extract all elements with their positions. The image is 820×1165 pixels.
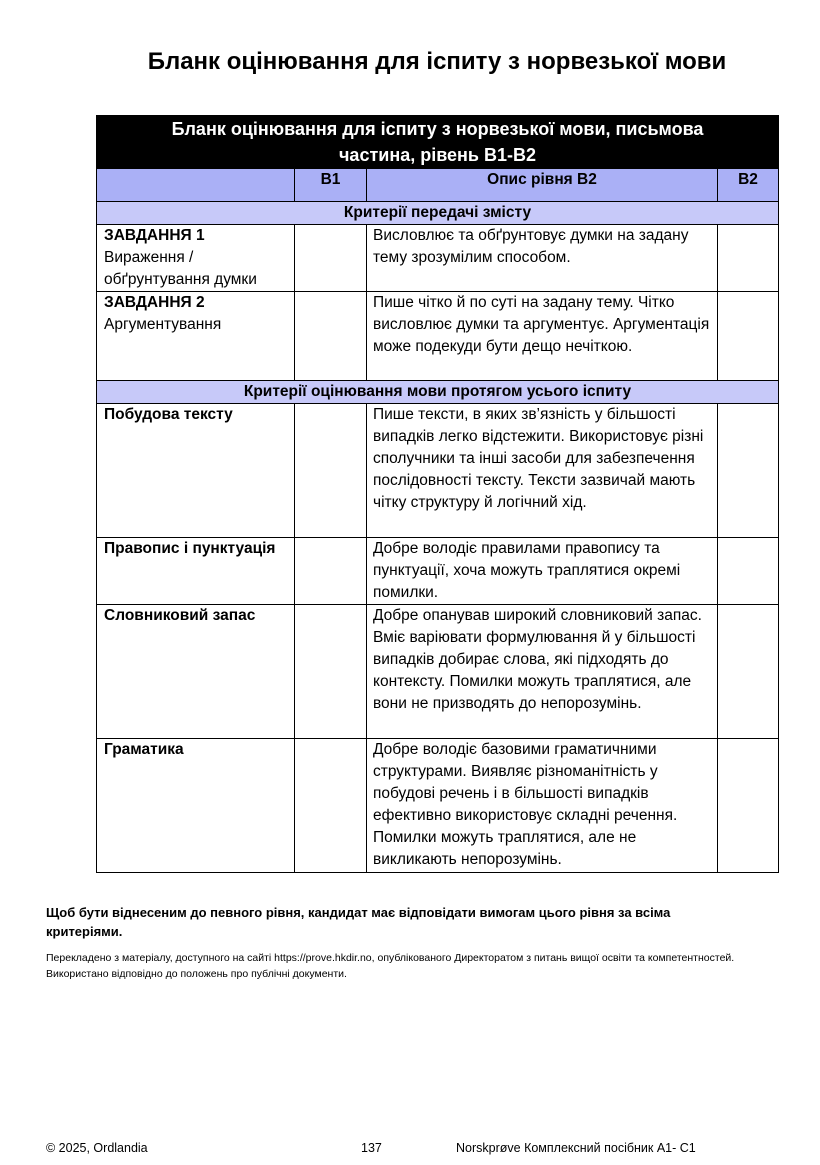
criterion-cell (97, 538, 295, 605)
table-title (97, 116, 779, 169)
level-requirement-note: Щоб бути віднесеним до певного рівня, кандидат має відповідати вимогам цього рівня за всіма критеріями. (46, 905, 671, 939)
criterion-subtitle: Аргументування (104, 316, 222, 333)
table-row-task2 (97, 292, 779, 381)
b2-cell (718, 538, 779, 605)
b1-cell (295, 739, 367, 873)
description-cell: Пише чітко й по суті на задану тему. Чітко висловлює думки та аргументує. Аргументація може подекуди бути дещо нечіткою. (367, 292, 718, 381)
table-row-task1 (97, 225, 779, 292)
criterion-cell (97, 404, 295, 538)
criterion-title: Побудова тексту (104, 406, 233, 423)
column-header-criterion (97, 169, 295, 202)
table-row-structure (97, 404, 779, 538)
column-header-b2: В2 (718, 169, 779, 202)
footer-copyright: © 2025, Ordlandia (46, 1141, 148, 1155)
page-title: Бланк оцінювання для іспиту з норвезької мови (147, 48, 727, 75)
assessment-table (96, 115, 779, 873)
b2-cell (718, 225, 779, 292)
description-cell: Пише тексти, в яких зв’язність у більшості випадків легко відстежити. Використовує різні сполучники та інші засоби для забезпечення послідовності тексту. Тексти зазвичай мають чітку структуру й логічний хід. (367, 404, 718, 538)
table-row-spelling (97, 538, 779, 605)
criterion-cell (97, 225, 295, 292)
b2-cell (718, 605, 779, 739)
b1-cell (295, 605, 367, 739)
criterion-title: Словниковий запас (104, 607, 256, 624)
table-row-grammar (97, 739, 779, 873)
table-title-line1: Бланк оцінювання для іспиту з норвезької мови, письмова (171, 119, 704, 139)
column-header-b1: В1 (295, 169, 367, 202)
b2-cell (718, 404, 779, 538)
column-header-description: Опис рівня В2 (367, 169, 718, 202)
section-content-criteria: Критерії передачі змісту (97, 202, 779, 225)
description-cell: Добре опанував широкий словниковий запас. Вміє варіювати формулювання й у більшості випадків добирає слова, які підходять до контексту. Помилки можуть траплятися, але вони не призводять до непорозумінь. (367, 605, 718, 739)
table-title-line2: частина, рівень В1-В2 (338, 145, 537, 165)
description-cell: Висловлює та обґрунтовує думки на задану тему зрозумілим способом. (367, 225, 718, 292)
b1-cell (295, 538, 367, 605)
criterion-cell (97, 292, 295, 381)
criterion-cell (97, 605, 295, 739)
section-language-criteria: Критерії оцінювання мови протягом усього іспиту (97, 381, 779, 404)
criterion-title: ЗАВДАННЯ 2 (104, 294, 205, 311)
description-cell: Добре володіє базовими граматичними структурами. Виявляє різноманітність у побудові речень і в більшості випадків ефективно використовує складні речення. Помилки можуть траплятися, але не викликають непорозумінь. (367, 739, 718, 873)
footer-page-number: 137 (361, 1141, 382, 1155)
description-cell: Добре володіє правилами правопису та пунктуації, хоча можуть траплятися окремі помилки. (367, 538, 718, 605)
b1-cell (295, 292, 367, 381)
criterion-title: Граматика (104, 741, 184, 758)
criterion-subtitle: Вираження / обґрунтування думки (104, 249, 257, 288)
table-row-vocabulary (97, 605, 779, 739)
criterion-title: Правопис і пунктуація (104, 540, 276, 557)
source-credit: Перекладено з матеріалу, доступного на сайті https://prove.hkdir.no, опублікованого Директоратом з питань вищої освіти та компетентностей. Використано відповідно до положень про публічні документи. (46, 952, 735, 980)
b2-cell (718, 739, 779, 873)
criterion-cell (97, 739, 295, 873)
footer-book-title: Norskprøve Комплексний посібник А1- С1 (456, 1141, 696, 1155)
b2-cell (718, 292, 779, 381)
b1-cell (295, 225, 367, 292)
b1-cell (295, 404, 367, 538)
criterion-title: ЗАВДАННЯ 1 (104, 227, 205, 244)
